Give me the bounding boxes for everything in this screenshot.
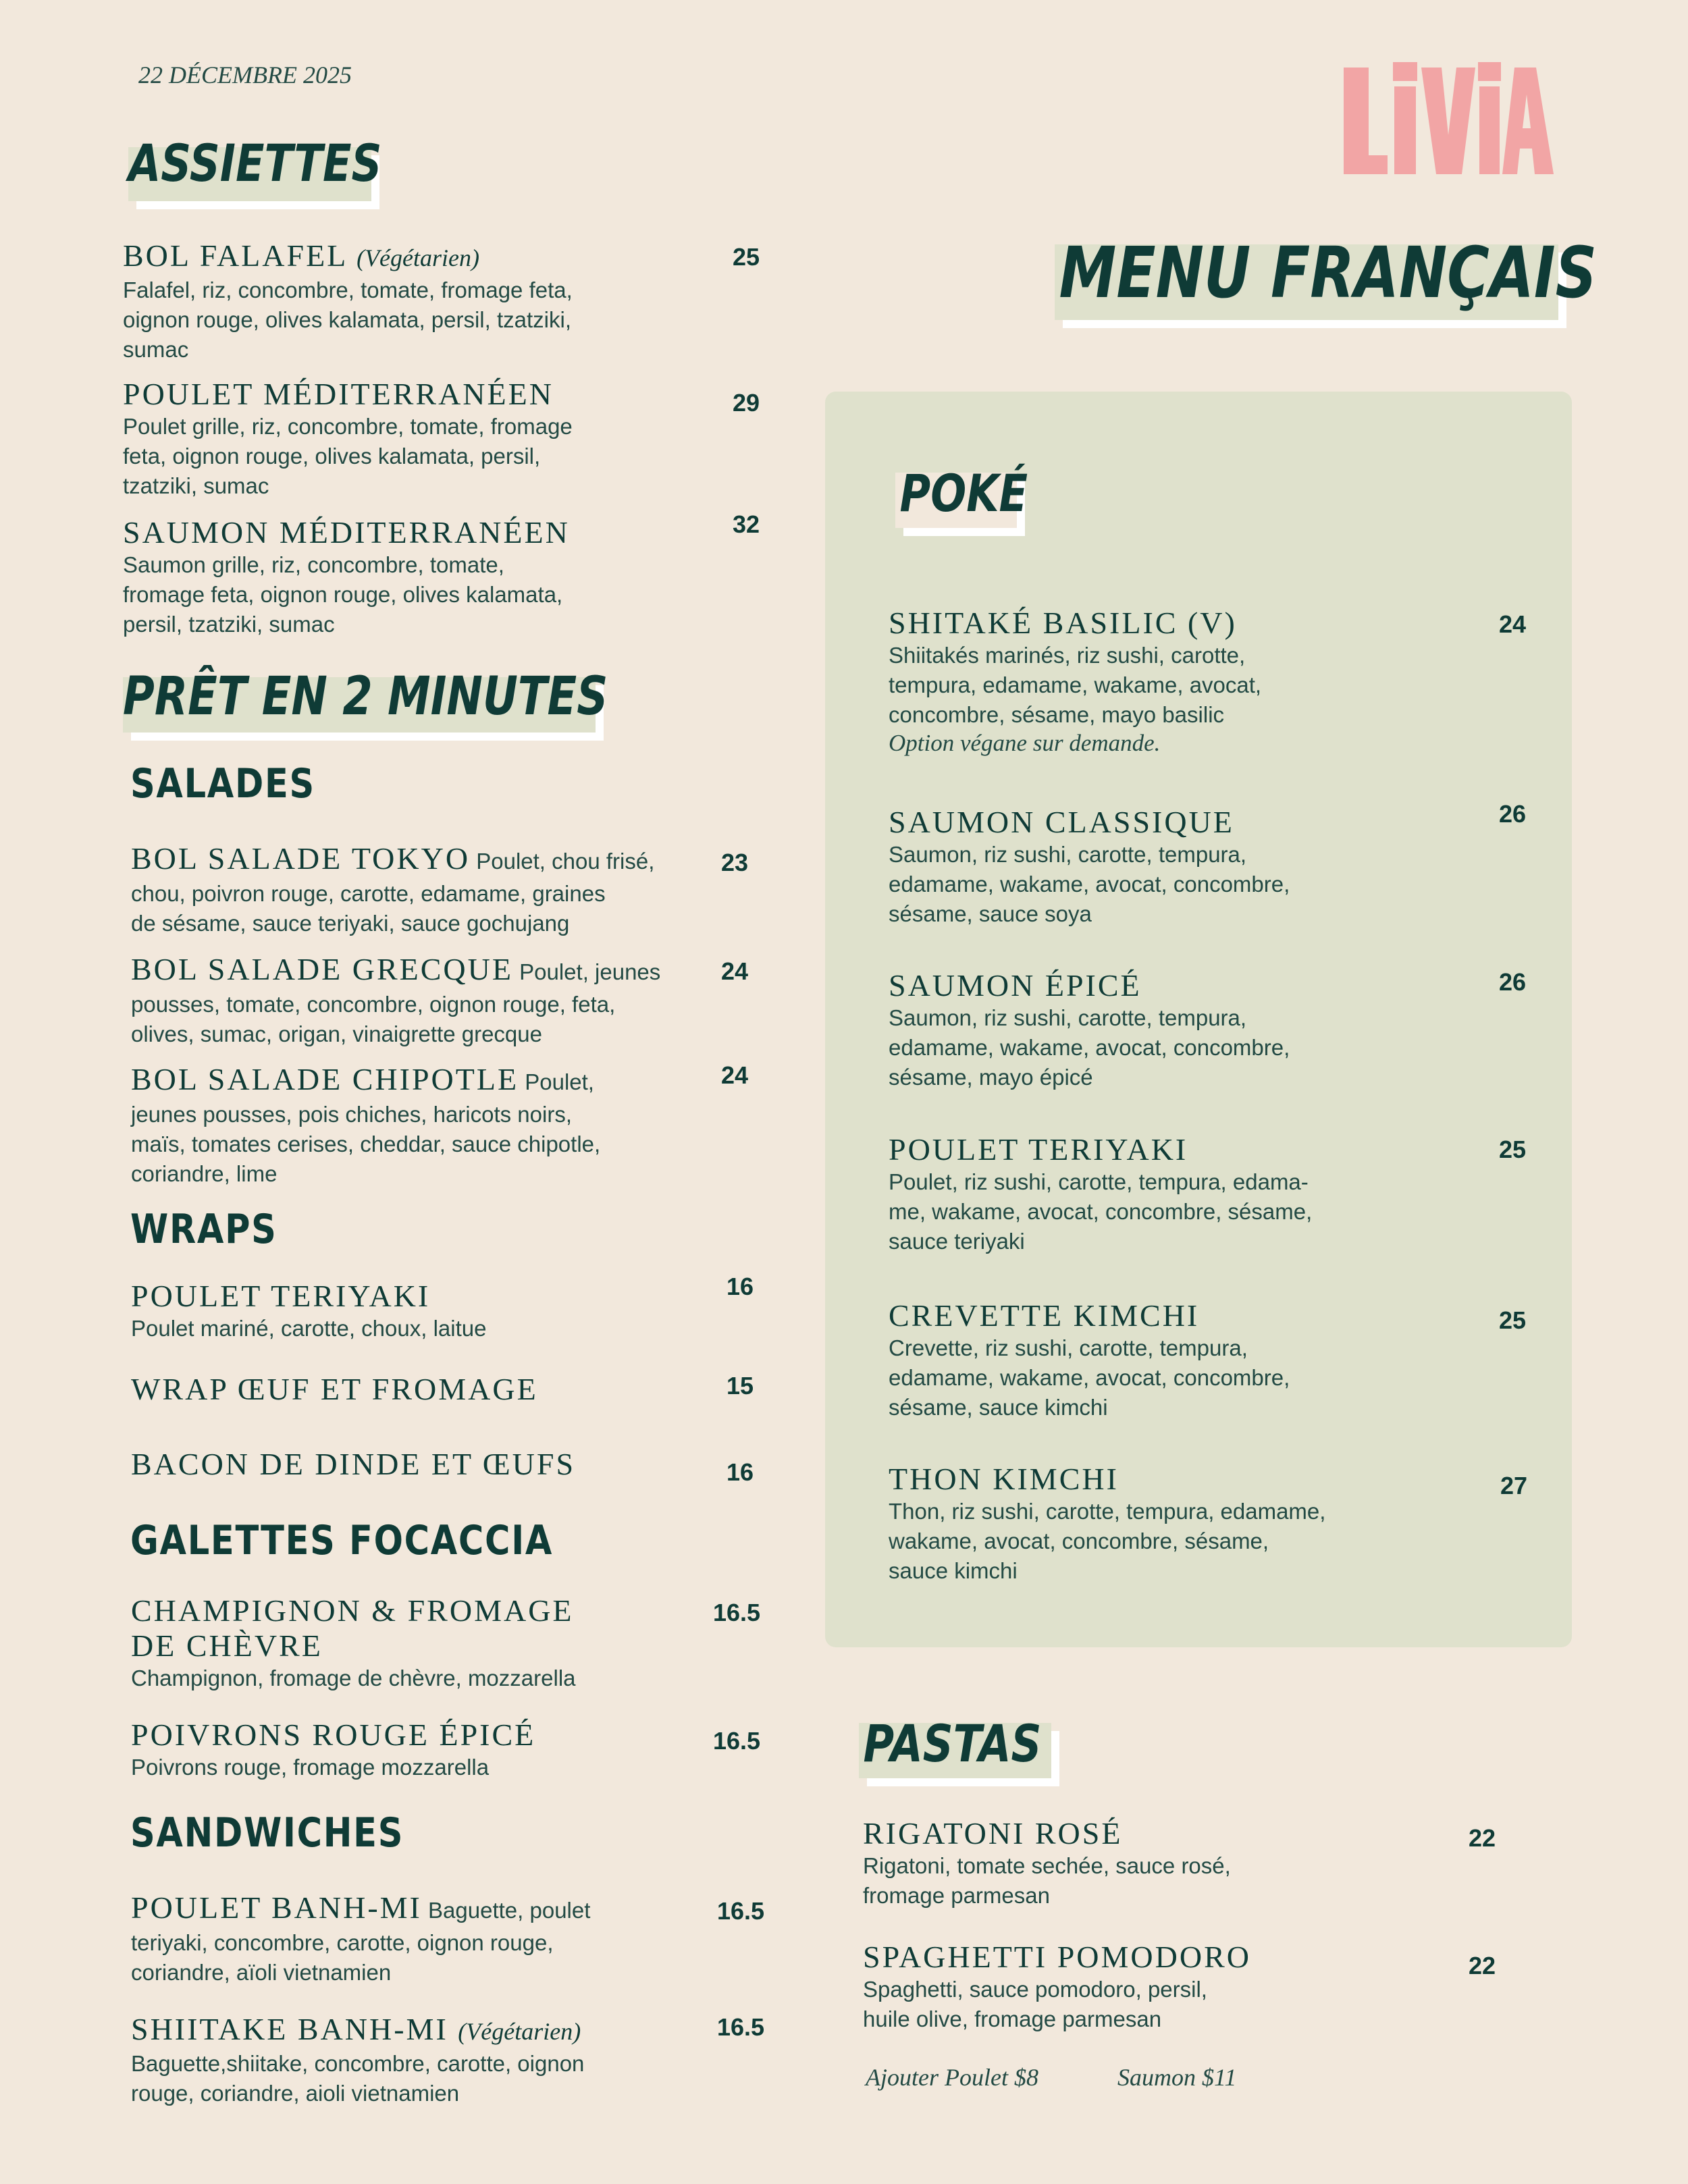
list-item: SAUMON CLASSIQUE Saumon, riz sushi, carotte, tempura, edamame, wakame, avocat, concombre, sésame, sauce soya — [889, 805, 1290, 926]
list-item: POULET MÉDITERRANÉEN Poulet grille, riz, concombre, tomate, fromage feta, oignon rouge, olives kalamata, persil, tzatziki, sumac — [123, 377, 573, 498]
item-price: 23 — [721, 849, 749, 876]
heading-pastas: PASTAS — [859, 1723, 1051, 1778]
item-price: 26 — [1499, 968, 1527, 996]
item-price: 16.5 — [713, 1599, 761, 1626]
list-item: BOL SALADE TOKYO Poulet, chou frisé, chou, poivron rouge, carotte, edamame, graines de sésame, sauce teriyaki, sauce gochujang — [131, 841, 655, 936]
item-price: 16 — [727, 1273, 754, 1300]
list-item: BOL FALAFEL (Végétarien) Falafel, riz, concombre, tomate, fromage feta, oignon rouge, olives kalamata, persil, tzatziki, sumac — [123, 238, 573, 362]
item-price: 25 — [1499, 1306, 1527, 1334]
heading-assiettes: ASSIETTES — [128, 147, 371, 201]
item-price: 25 — [733, 243, 760, 271]
list-item: BACON DE DINDE ET ŒUFS — [131, 1447, 576, 1481]
item-price: 16 — [727, 1458, 754, 1486]
heading-salades: SALADES — [130, 760, 315, 807]
list-item: POULET TERIYAKI Poulet, riz sushi, carotte, tempura, edama- me, wakame, avocat, concombre, sésame, sauce teriyaki — [889, 1132, 1313, 1254]
heading-poke: POKÉ — [895, 473, 1017, 528]
item-price: 25 — [1499, 1136, 1527, 1163]
list-item: POIVRONS ROUGE ÉPICÉ Poivrons rouge, fromage mozzarella — [131, 1717, 536, 1780]
item-price: 22 — [1469, 1952, 1496, 1979]
list-item: SHIITAKE BANH-MI (Végétarien) Baguette,shiitake, concombre, carotte, oignon rouge, coriandre, aioli vietnamien — [131, 2012, 585, 2106]
item-price: 16.5 — [713, 1727, 761, 1755]
heading-galettes-focaccia: GALETTES FOCACCIA — [130, 1517, 554, 1564]
list-item: BOL SALADE CHIPOTLE Poulet, jeunes pousses, pois chiches, haricots noirs, maïs, tomates cerises, cheddar, sauce chipotle, coriandre, lime — [131, 1062, 601, 1186]
item-price: 27 — [1500, 1472, 1528, 1499]
list-item: CHAMPIGNON & FROMAGE DE CHÈVRE Champignon, fromage de chèvre, mozzarella — [131, 1593, 576, 1690]
item-price: 24 — [721, 957, 749, 985]
item-price: 29 — [733, 389, 760, 417]
list-item: THON KIMCHI Thon, riz sushi, carotte, tempura, edamame, wakame, avocat, concombre, sésame, sauce kimchi — [889, 1462, 1326, 1583]
list-item: RIGATONI ROSÉ Rigatoni, tomate sechée, sauce rosé, fromage parmesan — [863, 1816, 1231, 1908]
item-price: 24 — [1499, 610, 1527, 638]
addon-chicken: Ajouter Poulet $8 — [866, 2064, 1038, 2091]
addon-salmon: Saumon $11 — [1117, 2064, 1237, 2091]
item-price: 32 — [733, 510, 760, 538]
item-price: 26 — [1499, 800, 1527, 828]
list-item: CREVETTE KIMCHI Crevette, riz sushi, carotte, tempura, edamame, wakame, avocat, concombre, sésame, sauce kimchi — [889, 1298, 1290, 1420]
list-item: WRAP ŒUF ET FROMAGE — [131, 1372, 538, 1406]
item-price: 16.5 — [717, 2013, 765, 2041]
livia-logo — [1340, 54, 1556, 189]
menu-title: MENU FRANÇAIS — [1055, 244, 1558, 320]
list-item: BOL SALADE GRECQUE Poulet, jeunes pousses, tomate, concombre, oignon rouge, feta, olives, sumac, origan, vinaigrette grecque — [131, 952, 661, 1046]
menu-date: 22 DÉCEMBRE 2025 — [138, 61, 352, 88]
item-price: 24 — [721, 1061, 749, 1089]
heading-pret-en-2-minutes: PRÊT EN 2 MINUTES — [123, 677, 596, 733]
list-item: SPAGHETTI POMODORO Spaghetti, sauce pomodoro, persil, huile olive, fromage parmesan — [863, 1940, 1251, 2031]
item-price: 16.5 — [717, 1897, 765, 1925]
item-price: 15 — [727, 1372, 754, 1400]
list-item: POULET BANH-MI Baguette, poulet teriyaki, concombre, carotte, oignon rouge, coriandre, aïoli vietnamien — [131, 1890, 591, 1985]
list-item: POULET TERIYAKI Poulet mariné, carotte, choux, laitue — [131, 1279, 487, 1341]
list-item: SAUMON MÉDITERRANÉEN Saumon grille, riz, concombre, tomate, fromage feta, oignon rouge, olives kalamata, persil, tzatziki, sumac — [123, 515, 570, 637]
item-price: 22 — [1469, 1824, 1496, 1852]
heading-wraps: WRAPS — [130, 1206, 278, 1253]
list-item: SHITAKÉ BASILIC (V) Shiitakés marinés, riz sushi, carotte, tempura, edamame, wakame, avocat, concombre, sésame, mayo basilic Option végane sur demande. — [889, 606, 1262, 756]
heading-sandwiches: SANDWICHES — [130, 1809, 404, 1857]
list-item: SAUMON ÉPICÉ Saumon, riz sushi, carotte, tempura, edamame, wakame, avocat, concombre, sésame, mayo épicé — [889, 968, 1290, 1090]
